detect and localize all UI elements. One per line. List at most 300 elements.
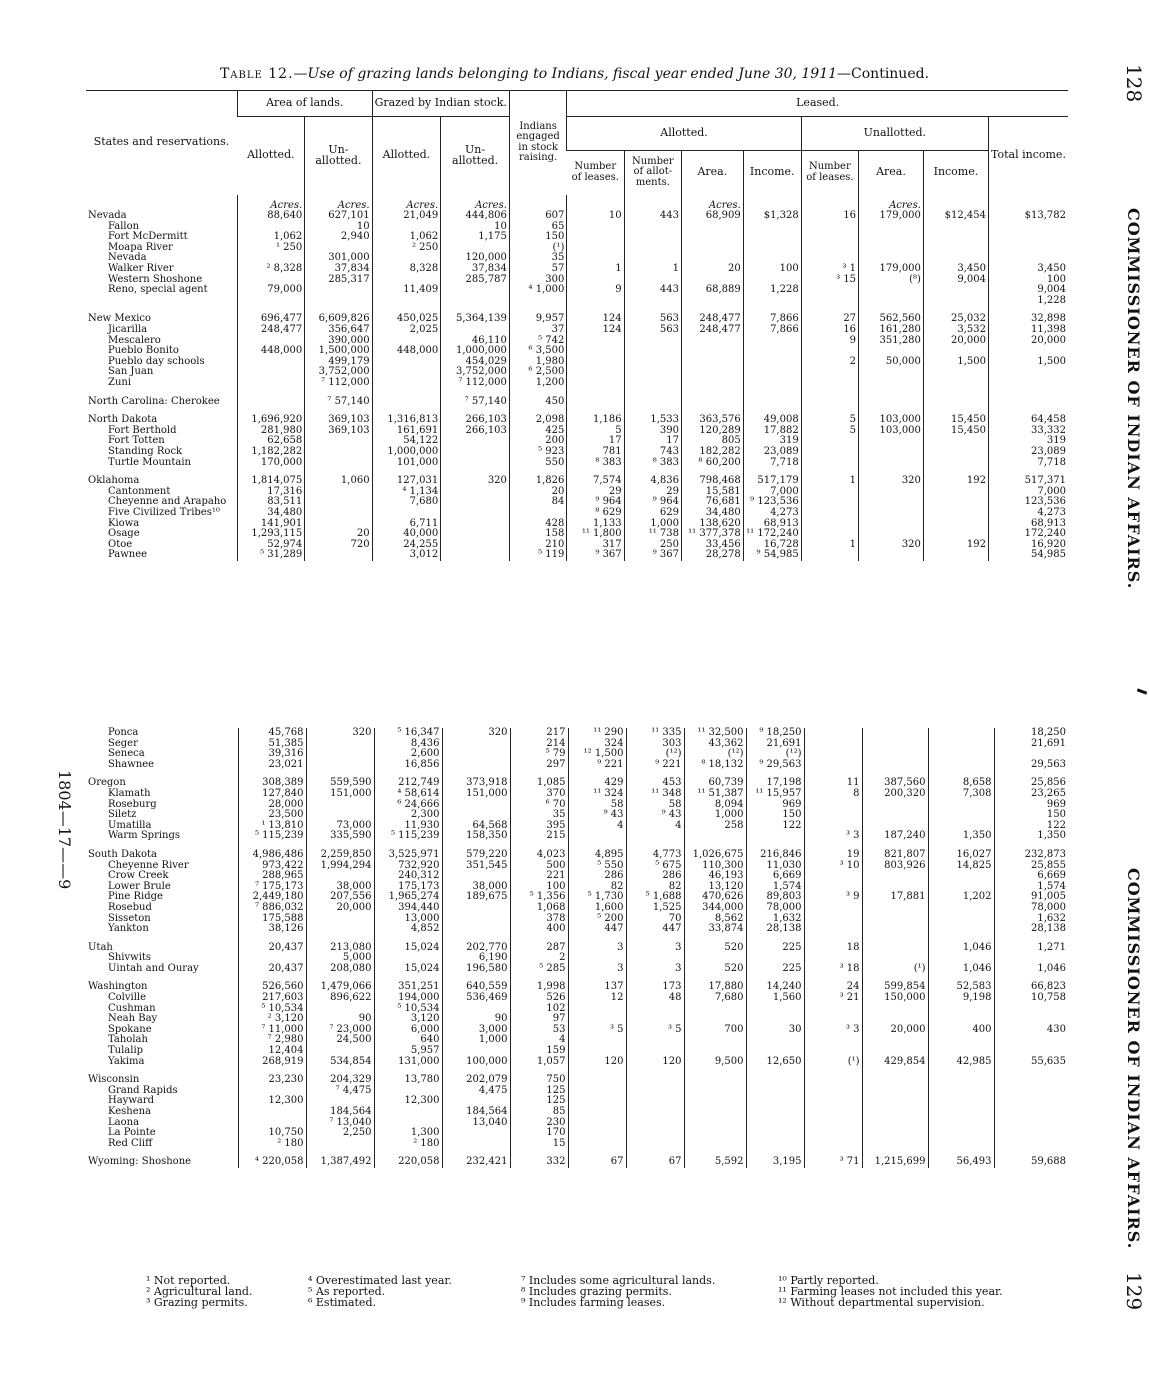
cell-value xyxy=(862,1128,928,1139)
cell-value: 317 xyxy=(567,540,624,551)
header-number-of-leases: Number of leases. xyxy=(567,151,624,195)
cell-value: 390,000 xyxy=(305,336,372,347)
row-name: Ponca xyxy=(108,727,139,738)
cell-value: 137 xyxy=(568,982,626,993)
cell-value: ⁷ 175,173 xyxy=(238,882,306,893)
cell-value: 7,866 xyxy=(743,325,801,336)
cell-value: 3 xyxy=(626,964,684,975)
cell-value xyxy=(988,378,1068,389)
cell-value xyxy=(626,1035,684,1046)
page-number-top: 128 xyxy=(1122,64,1146,103)
cell-value: 3,450 xyxy=(923,264,988,275)
cell-value xyxy=(509,508,566,519)
cell-value: ¹¹ 290 xyxy=(568,728,626,739)
table-continued: —Continued. xyxy=(837,66,930,82)
cell-value xyxy=(804,749,862,760)
spacer-cell xyxy=(568,1067,626,1075)
cell-value: 68,913 xyxy=(988,519,1068,530)
reservation-row xyxy=(86,1057,1068,1068)
cell-value: 138,620 xyxy=(682,519,744,530)
cell-value: 65 xyxy=(509,222,566,233)
cell-value xyxy=(801,508,858,519)
cell-value: 6,190 xyxy=(442,953,510,964)
cell-value xyxy=(994,1139,1068,1150)
cell-value: 4,475 xyxy=(442,1086,510,1097)
cell-value: 76,681 xyxy=(682,497,744,508)
cell-value: 13,120 xyxy=(684,882,746,893)
cell-value: 122 xyxy=(746,821,804,832)
cell-value: 8 xyxy=(804,789,862,800)
cell-value: 29 xyxy=(624,487,681,498)
cell-value: 607 xyxy=(509,211,566,222)
cell-value xyxy=(568,1004,626,1015)
row-name: Sisseton xyxy=(108,912,151,924)
cell-value: 85 xyxy=(510,1107,568,1118)
row-name: Keshena xyxy=(108,1106,152,1117)
cell-value: 369,103 xyxy=(305,415,372,426)
cell-value: 7,866 xyxy=(743,314,801,325)
cell-value: 320 xyxy=(306,728,374,739)
cell-value xyxy=(928,760,994,771)
cell-value: ⁷ 57,140 xyxy=(441,397,510,408)
cell-value xyxy=(684,1004,746,1015)
cell-value: 369,103 xyxy=(305,426,372,437)
cell-value: 3,120 xyxy=(374,1014,442,1025)
cell-value xyxy=(988,222,1068,233)
cell-value xyxy=(684,831,746,842)
cell-value: 400 xyxy=(510,924,568,935)
cell-value: 131,000 xyxy=(374,1057,442,1068)
cell-value xyxy=(626,1086,684,1097)
row-name: Tulalip xyxy=(108,1045,144,1057)
units-row xyxy=(86,195,1068,212)
cell-value xyxy=(306,1139,374,1150)
row-name: Nevada xyxy=(108,252,147,264)
cell-value xyxy=(441,508,510,519)
cell-value xyxy=(306,914,374,925)
row-name: South Dakota xyxy=(88,848,157,860)
cell-value xyxy=(746,1139,804,1150)
cell-value: 16,027 xyxy=(928,850,994,861)
cell-value xyxy=(682,397,744,408)
cell-value: 200 xyxy=(509,436,566,447)
cell-value: 34,480 xyxy=(237,508,304,519)
reservation-row xyxy=(86,871,1068,882)
cell-value: 450,025 xyxy=(372,314,441,325)
cell-value: ⁸ 18,132 xyxy=(684,760,746,771)
cell-value: 29 xyxy=(567,487,624,498)
cell-value: 805 xyxy=(682,436,744,447)
cell-value xyxy=(442,1139,510,1150)
cell-value: 563 xyxy=(624,325,681,336)
cell-value xyxy=(923,447,988,458)
cell-value xyxy=(859,378,924,389)
cell-value: 124 xyxy=(567,314,624,325)
state-row xyxy=(86,397,1068,408)
row-name: Crow Creek xyxy=(108,870,169,882)
cell-value xyxy=(568,1128,626,1139)
reservation-row xyxy=(86,367,1068,378)
cell-value xyxy=(928,1086,994,1097)
cell-value: 82 xyxy=(568,882,626,893)
cell-value: 1 xyxy=(801,540,858,551)
cell-value: 285,787 xyxy=(441,275,510,286)
cell-value: 288,965 xyxy=(238,871,306,882)
cell-value xyxy=(804,914,862,925)
cell-value: ⁷ 886,032 xyxy=(238,903,306,914)
cell-value: 10 xyxy=(441,222,510,233)
cell-value: 1,202 xyxy=(928,892,994,903)
cell-value: 5,364,139 xyxy=(441,314,510,325)
cell-value: 68,913 xyxy=(743,519,801,530)
row-name: Red Cliff xyxy=(108,1137,153,1149)
cell-value xyxy=(626,1075,684,1086)
cell-value: 378 xyxy=(510,914,568,925)
footnote: ¹⁰ Partly reported. xyxy=(778,1274,879,1287)
cell-value xyxy=(442,760,510,771)
cell-value xyxy=(862,914,928,925)
cell-value: 4,023 xyxy=(510,850,568,861)
cell-value xyxy=(626,1128,684,1139)
cell-value xyxy=(923,397,988,408)
cell-value: 187,240 xyxy=(862,831,928,842)
header-grazed-allotted: Allotted. xyxy=(372,117,441,195)
reservation-row xyxy=(86,1128,1068,1139)
units-label: Acres. xyxy=(372,195,441,212)
cell-value xyxy=(743,222,801,233)
cell-value: 24,500 xyxy=(306,1035,374,1046)
reservation-row xyxy=(86,903,1068,914)
cell-value xyxy=(441,529,510,540)
cell-value: 1 xyxy=(624,264,681,275)
cell-value: ⁵ 1,356 xyxy=(510,892,568,903)
cell-value xyxy=(567,367,624,378)
cell-value xyxy=(804,810,862,821)
cell-value: 100 xyxy=(743,264,801,275)
cell-value: 517,179 xyxy=(743,476,801,487)
cell-value: ⁹ 221 xyxy=(568,760,626,771)
header-unallotted-area: Area. xyxy=(859,151,924,195)
cell-value xyxy=(746,1086,804,1097)
cell-value: 320 xyxy=(441,476,510,487)
spacer-cell xyxy=(862,935,928,943)
reservation-row xyxy=(86,497,1068,508)
cell-value xyxy=(801,487,858,498)
cell-value: 429,854 xyxy=(862,1057,928,1068)
cell-value: 1,186 xyxy=(567,415,624,426)
cell-value: ⁹ 367 xyxy=(624,550,681,561)
cell-value: 212,749 xyxy=(374,778,442,789)
cell-value: 268,919 xyxy=(238,1057,306,1068)
row-name: Fort McDermitt xyxy=(108,231,188,243)
cell-value: ⁷ 4,475 xyxy=(306,1086,374,1097)
cell-value xyxy=(684,1107,746,1118)
cell-value: 443 xyxy=(624,211,681,222)
cell-value: 1,000 xyxy=(624,519,681,530)
cell-value: 184,564 xyxy=(442,1107,510,1118)
row-name: Grand Rapids xyxy=(108,1084,178,1096)
spacer-cell xyxy=(746,1067,804,1075)
cell-value: 28,000 xyxy=(238,800,306,811)
cell-value: 4,836 xyxy=(624,476,681,487)
cell-value xyxy=(624,357,681,368)
cell-value xyxy=(237,357,304,368)
cell-value: 38,000 xyxy=(442,882,510,893)
cell-value: 101,000 xyxy=(372,458,441,469)
cell-value: 179,000 xyxy=(859,264,924,275)
units-cell xyxy=(988,195,1068,212)
cell-value: 159 xyxy=(510,1046,568,1057)
cell-value xyxy=(442,1128,510,1139)
cell-value: 344,000 xyxy=(684,903,746,914)
cell-value xyxy=(237,367,304,378)
cell-value: 640,559 xyxy=(442,982,510,993)
cell-value: 499,179 xyxy=(305,357,372,368)
cell-value: 54,122 xyxy=(372,436,441,447)
cell-value: ⁹ 221 xyxy=(626,760,684,771)
cell-value: 17,316 xyxy=(237,487,304,498)
cell-value xyxy=(746,1128,804,1139)
row-name: Otoe xyxy=(108,538,133,550)
scan-mark xyxy=(1137,688,1147,694)
cell-value: 5 xyxy=(801,426,858,437)
spacer-cell xyxy=(988,389,1068,397)
cell-value: 16,856 xyxy=(374,760,442,771)
units-cell xyxy=(567,195,624,212)
cell-value: 4,773 xyxy=(626,850,684,861)
cell-value xyxy=(624,296,681,307)
row-name: Taholah xyxy=(108,1034,148,1046)
row-name: Umatilla xyxy=(108,819,152,831)
cell-value xyxy=(305,550,372,561)
cell-value: 102 xyxy=(510,1004,568,1015)
cell-value xyxy=(626,1118,684,1129)
cell-value: $12,454 xyxy=(923,211,988,222)
cell-value: 1,696,920 xyxy=(237,415,304,426)
cell-value: 798,468 xyxy=(682,476,744,487)
cell-value: ⁷ 11,000 xyxy=(238,1025,306,1036)
row-name: Fallon xyxy=(108,220,140,232)
cell-value: 230 xyxy=(510,1118,568,1129)
cell-value: 319 xyxy=(743,436,801,447)
cell-value: 454,029 xyxy=(441,357,510,368)
cell-value: 16 xyxy=(801,325,858,336)
cell-value: ⁵ 1,730 xyxy=(568,892,626,903)
cell-value: ⁶ 2,500 xyxy=(509,367,566,378)
cell-value: 1,533 xyxy=(624,415,681,426)
cell-value: 127,031 xyxy=(372,476,441,487)
cell-value: 286 xyxy=(568,871,626,882)
cell-value: 821,807 xyxy=(862,850,928,861)
reservation-row xyxy=(86,222,1068,233)
cell-value: 1,350 xyxy=(994,831,1068,842)
cell-value: 447 xyxy=(626,924,684,935)
cell-value: 232,421 xyxy=(442,1157,510,1168)
cell-value: 394,440 xyxy=(374,903,442,914)
cell-value: 629 xyxy=(624,508,681,519)
cell-value: 59,688 xyxy=(994,1157,1068,1168)
printer-signature: 1804—17——9 xyxy=(55,770,74,890)
cell-value: 49,008 xyxy=(743,415,801,426)
cell-value xyxy=(804,1075,862,1086)
cell-value: 46,110 xyxy=(441,336,510,347)
cell-value xyxy=(862,1107,928,1118)
cell-value: ⁵ 119 xyxy=(509,550,566,561)
cell-value: 520 xyxy=(684,964,746,975)
cell-value: 18,250 xyxy=(994,728,1068,739)
row-name: Pine Ridge xyxy=(108,891,163,903)
cell-value xyxy=(862,810,928,821)
page-number-bottom: 129 xyxy=(1122,1272,1146,1311)
cell-value: ² 180 xyxy=(374,1139,442,1150)
cell-value: 53 xyxy=(510,1025,568,1036)
cell-value: ⁹ 29,563 xyxy=(746,760,804,771)
cell-value: 2,259,850 xyxy=(306,850,374,861)
cell-value: 1,574 xyxy=(994,882,1068,893)
cell-value: 8,562 xyxy=(684,914,746,925)
cell-value: 526,560 xyxy=(238,982,306,993)
cell-value xyxy=(626,1107,684,1118)
cell-value: 10,750 xyxy=(238,1128,306,1139)
cell-value: 64,568 xyxy=(442,821,510,832)
cell-value: 5,000 xyxy=(306,953,374,964)
cell-value xyxy=(859,222,924,233)
cell-value xyxy=(801,458,858,469)
row-name: La Pointe xyxy=(108,1127,156,1139)
row-name: Cheyenne River xyxy=(108,859,189,871)
cell-value xyxy=(684,1139,746,1150)
spacer-cell xyxy=(928,1067,994,1075)
cell-value: 15,450 xyxy=(923,415,988,426)
row-name: Hayward xyxy=(108,1095,155,1107)
state-row xyxy=(86,943,1068,954)
cell-value xyxy=(626,1096,684,1107)
cell-value: 20,000 xyxy=(862,1025,928,1036)
cell-value: 3,525,971 xyxy=(374,850,442,861)
cell-value: 1,316,813 xyxy=(372,415,441,426)
reservation-row xyxy=(86,357,1068,368)
table-body-top xyxy=(86,195,1068,561)
cell-value xyxy=(928,728,994,739)
spacer-cell xyxy=(684,1067,746,1075)
cell-value: 17 xyxy=(624,436,681,447)
cell-value: 5,957 xyxy=(374,1046,442,1057)
cell-value: (¹²) xyxy=(626,749,684,760)
cell-value: 15,024 xyxy=(374,964,442,975)
cell-value xyxy=(859,519,924,530)
cell-value: 320 xyxy=(859,476,924,487)
cell-value xyxy=(801,232,858,243)
cell-value: 15 xyxy=(510,1139,568,1150)
cell-value: 425 xyxy=(509,426,566,437)
cell-value xyxy=(859,436,924,447)
cell-value: 1,500,000 xyxy=(305,346,372,357)
cell-value: ⁹ 123,536 xyxy=(743,497,801,508)
spacer-row xyxy=(86,935,1068,943)
cell-value xyxy=(862,760,928,771)
row-name: Fort Berthold xyxy=(108,424,177,436)
cell-value xyxy=(859,550,924,561)
cell-value: 17,882 xyxy=(743,426,801,437)
cell-value: 17,881 xyxy=(862,892,928,903)
cell-value: 16,920 xyxy=(988,540,1068,551)
cell-value: ⁴ 58,614 xyxy=(374,789,442,800)
cell-value: 11,409 xyxy=(372,285,441,296)
cell-value: 1,500 xyxy=(988,357,1068,368)
header-indians: Indians engaged in stock raising. xyxy=(509,91,566,195)
cell-value: 20,437 xyxy=(238,943,306,954)
reservation-row xyxy=(86,519,1068,530)
cell-value xyxy=(746,1004,804,1015)
cell-value xyxy=(859,397,924,408)
cell-value: 1,525 xyxy=(626,903,684,914)
units-cell xyxy=(509,195,566,212)
cell-value: ¹¹ 1,800 xyxy=(567,529,624,540)
cell-value: 640 xyxy=(374,1035,442,1046)
cell-value: ⁸ 383 xyxy=(567,458,624,469)
cell-value: ³ 1 xyxy=(801,264,858,275)
reservation-row xyxy=(86,1004,1068,1015)
cell-value: 57 xyxy=(509,264,566,275)
cell-value: ¹¹ 348 xyxy=(626,789,684,800)
cell-value: 21,691 xyxy=(746,739,804,750)
cell-value xyxy=(682,346,744,357)
spacer-cell xyxy=(804,1067,862,1075)
cell-value: 3,012 xyxy=(372,550,441,561)
footnote: ⁹ Includes farming leases. xyxy=(521,1296,666,1309)
header-area: Area of lands. xyxy=(237,91,372,117)
cell-value: 3,450 xyxy=(988,264,1068,275)
units-cell xyxy=(923,195,988,212)
cell-value: 448,000 xyxy=(372,346,441,357)
cell-value xyxy=(862,1118,928,1129)
cell-value: 25,856 xyxy=(994,778,1068,789)
cell-value: 161,691 xyxy=(372,426,441,437)
cell-value: ⁷ 112,000 xyxy=(441,378,510,389)
cell-value: 184,564 xyxy=(306,1107,374,1118)
row-name: Wisconsin xyxy=(88,1074,140,1086)
cell-value: 1,479,066 xyxy=(306,982,374,993)
spacer-cell xyxy=(859,389,924,397)
cell-value: 2,300 xyxy=(374,810,442,821)
cell-value xyxy=(801,285,858,296)
cell-value xyxy=(804,728,862,739)
cell-value xyxy=(441,497,510,508)
reservation-row xyxy=(86,378,1068,389)
cell-value xyxy=(928,1004,994,1015)
cell-value: ¹¹ 377,378 xyxy=(682,529,744,540)
cell-value: 100 xyxy=(510,882,568,893)
spacer-cell xyxy=(626,1067,684,1075)
cell-value xyxy=(859,296,924,307)
cell-value: 39,316 xyxy=(238,749,306,760)
cell-value: 4,273 xyxy=(988,508,1068,519)
cell-value: 517,371 xyxy=(988,476,1068,487)
cell-value: 743 xyxy=(624,447,681,458)
cell-value xyxy=(988,243,1068,254)
cell-value: 127,840 xyxy=(238,789,306,800)
cell-value: 78,000 xyxy=(994,903,1068,914)
cell-value: 240,312 xyxy=(374,871,442,882)
cell-value: 11 xyxy=(804,778,862,789)
cell-value: 248,477 xyxy=(682,325,744,336)
cell-value xyxy=(923,519,988,530)
cell-value: 62,658 xyxy=(237,436,304,447)
cell-value: 17 xyxy=(567,436,624,447)
cell-value: 67 xyxy=(568,1157,626,1168)
cell-value xyxy=(804,1004,862,1015)
cell-value: 973,422 xyxy=(238,861,306,872)
